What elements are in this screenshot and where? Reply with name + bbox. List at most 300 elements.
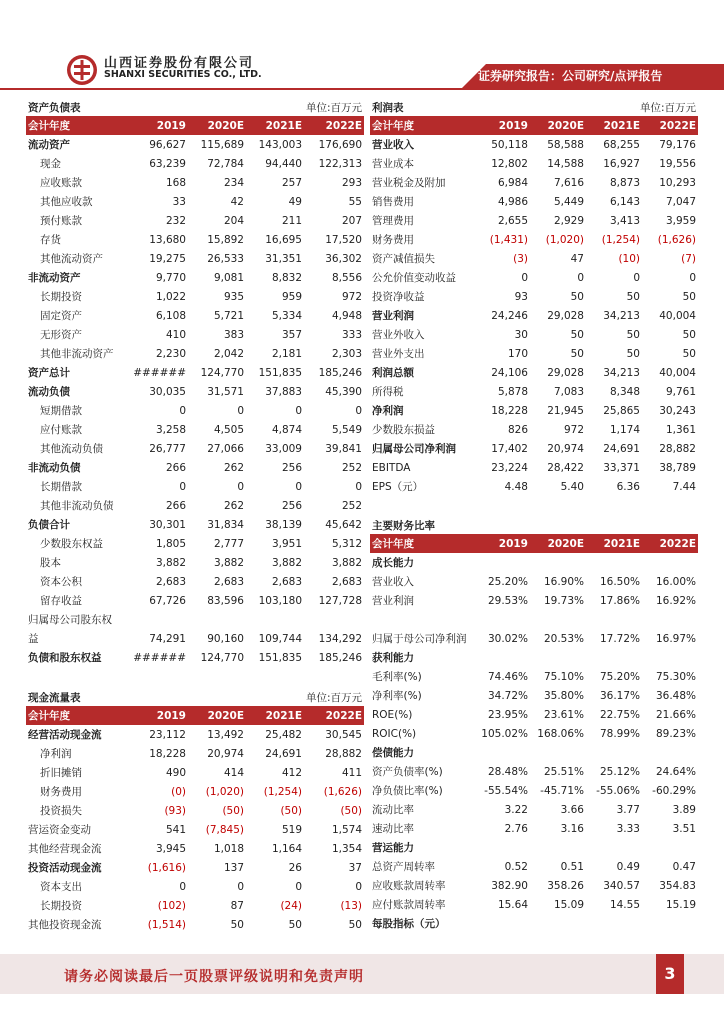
table-cell: 151,835 bbox=[258, 651, 302, 664]
table-cell: 2,683 bbox=[213, 575, 244, 588]
table-cell: 4,505 bbox=[213, 423, 244, 436]
table-cell: 7,047 bbox=[665, 195, 696, 208]
table-row bbox=[26, 439, 364, 458]
row-label: 归属母公司股东权 bbox=[28, 614, 112, 626]
cash-flow-table bbox=[26, 706, 364, 934]
table-cell: 9,081 bbox=[213, 271, 244, 284]
table-cell: 50 bbox=[230, 918, 244, 931]
table-cell: 89.23% bbox=[655, 727, 696, 740]
table-row bbox=[26, 629, 364, 648]
section-row bbox=[370, 553, 698, 572]
table-cell bbox=[586, 610, 642, 629]
table-cell: 124,770 bbox=[200, 651, 244, 664]
table-cell: (1,616) bbox=[147, 861, 186, 874]
table-cell: 50 bbox=[626, 347, 640, 360]
table-cell: 26,777 bbox=[149, 442, 186, 455]
row-label: 负债和股东权益 bbox=[28, 652, 102, 664]
table-cell: 204 bbox=[223, 214, 244, 227]
table-cell: 25.20% bbox=[487, 575, 528, 588]
table-row bbox=[370, 249, 698, 268]
cash-flow-caption bbox=[28, 690, 362, 705]
table-cell: 15.19 bbox=[665, 898, 696, 911]
column-header: 2021E bbox=[586, 534, 642, 553]
table-cell: 50 bbox=[682, 328, 696, 341]
table-cell: (50) bbox=[340, 804, 362, 817]
table-row bbox=[370, 705, 698, 724]
row-label: EBITDA bbox=[372, 461, 411, 474]
table-cell: 1,354 bbox=[331, 842, 362, 855]
table-cell: 1,164 bbox=[271, 842, 302, 855]
table-cell: (1,514) bbox=[147, 918, 186, 931]
table-row bbox=[26, 820, 364, 839]
row-label: 非流动负债 bbox=[28, 462, 81, 474]
row-label: 其他投资现金流 bbox=[28, 919, 102, 931]
table-cell: (13) bbox=[340, 899, 362, 912]
table-cell: 28,422 bbox=[547, 461, 584, 474]
table-cell: 0 bbox=[355, 404, 362, 417]
column-header: 2022E bbox=[304, 116, 364, 135]
table-header-row bbox=[370, 534, 698, 553]
balance-sheet-table bbox=[26, 116, 364, 667]
income-statement-title: 利润表 bbox=[372, 102, 404, 114]
column-header: 2020E bbox=[530, 534, 586, 553]
table-cell: 293 bbox=[341, 176, 362, 189]
table-cell: 357 bbox=[281, 328, 302, 341]
table-cell: 0 bbox=[633, 271, 640, 284]
income-statement-table bbox=[370, 116, 698, 496]
table-cell bbox=[476, 610, 530, 629]
table-cell: 1,022 bbox=[155, 290, 186, 303]
balance-sheet-title: 资产负债表 bbox=[28, 102, 81, 114]
table-row bbox=[26, 648, 364, 667]
table-row bbox=[26, 782, 364, 801]
table-cell: 103,180 bbox=[258, 594, 302, 607]
table-cell: 826 bbox=[507, 423, 528, 436]
table-cell: 15.09 bbox=[553, 898, 584, 911]
table-cell: 87 bbox=[230, 899, 244, 912]
company-name-cn: 山西证券股份有限公司 bbox=[104, 56, 255, 71]
table-row bbox=[370, 230, 698, 249]
table-row bbox=[26, 839, 364, 858]
table-row bbox=[370, 610, 698, 629]
table-cell: 414 bbox=[223, 766, 244, 779]
row-label: 资产减值损失 bbox=[372, 253, 435, 265]
table-cell: (1,254) bbox=[263, 785, 302, 798]
company-name-en: SHANXI SECURITIES CO., LTD. bbox=[104, 69, 262, 80]
row-label: 负债合计 bbox=[28, 519, 70, 531]
table-cell: 176,690 bbox=[318, 138, 362, 151]
column-header: 2019 bbox=[130, 116, 188, 135]
table-cell bbox=[476, 553, 530, 572]
table-cell bbox=[530, 914, 586, 933]
table-cell: 168 bbox=[165, 176, 186, 189]
row-label: 其他非流动负债 bbox=[40, 500, 114, 512]
row-label: 营业收入 bbox=[372, 139, 414, 151]
table-cell: 2,181 bbox=[271, 347, 302, 360]
table-cell: 24,691 bbox=[265, 747, 302, 760]
table-cell: 24.64% bbox=[655, 765, 696, 778]
table-cell: 13,492 bbox=[207, 728, 244, 741]
row-label: 净利润 bbox=[372, 405, 404, 417]
table-cell: 972 bbox=[563, 423, 584, 436]
table-cell: (3) bbox=[513, 252, 528, 265]
table-cell bbox=[476, 743, 530, 762]
column-header: 2021E bbox=[246, 706, 304, 725]
table-cell: 170 bbox=[507, 347, 528, 360]
table-row bbox=[26, 515, 364, 534]
table-row bbox=[26, 477, 364, 496]
table-cell: 262 bbox=[223, 461, 244, 474]
table-cell: 333 bbox=[341, 328, 362, 341]
table-cell: 6,143 bbox=[609, 195, 640, 208]
table-cell: 72,784 bbox=[207, 157, 244, 170]
table-cell: 16.97% bbox=[655, 632, 696, 645]
row-label: 应收账款 bbox=[40, 177, 82, 189]
row-label: 其他流动资产 bbox=[40, 253, 103, 265]
table-row bbox=[26, 154, 364, 173]
table-cell: 490 bbox=[165, 766, 186, 779]
table-cell bbox=[642, 648, 698, 667]
table-cell: 0 bbox=[179, 880, 186, 893]
table-cell: 45,642 bbox=[325, 518, 362, 531]
table-cell: (7) bbox=[681, 252, 696, 265]
table-cell: 3,258 bbox=[155, 423, 186, 436]
table-cell: 75.10% bbox=[543, 670, 584, 683]
section-row bbox=[370, 838, 698, 857]
table-cell: 8,873 bbox=[609, 176, 640, 189]
row-label: 非流动资产 bbox=[28, 272, 81, 284]
table-cell: 5,721 bbox=[213, 309, 244, 322]
row-label: 所得税 bbox=[372, 386, 404, 398]
table-cell: 16,927 bbox=[603, 157, 640, 170]
table-cell: 30,035 bbox=[149, 385, 186, 398]
table-row bbox=[26, 249, 364, 268]
table-cell bbox=[586, 743, 642, 762]
row-label: 营运资金变动 bbox=[28, 824, 91, 836]
table-cell: 50 bbox=[288, 918, 302, 931]
row-label: 偿债能力 bbox=[372, 747, 414, 759]
column-header: 2021E bbox=[246, 116, 304, 135]
row-label: 净利率(%) bbox=[372, 690, 422, 702]
table-row bbox=[370, 762, 698, 781]
row-label: 股本 bbox=[40, 557, 61, 569]
table-cell bbox=[188, 610, 246, 629]
row-label: 现金 bbox=[40, 158, 61, 170]
table-cell: 207 bbox=[341, 214, 362, 227]
row-label: 资产总计 bbox=[28, 367, 70, 379]
table-row bbox=[370, 781, 698, 800]
table-row bbox=[26, 915, 364, 934]
table-cell: 38,139 bbox=[265, 518, 302, 531]
table-cell: ###### bbox=[133, 366, 186, 379]
row-label: 少数股东权益 bbox=[40, 538, 103, 550]
table-cell: 50 bbox=[682, 290, 696, 303]
table-cell: 185,246 bbox=[318, 366, 362, 379]
table-cell: 4,948 bbox=[331, 309, 362, 322]
table-cell bbox=[476, 914, 530, 933]
table-cell: 50 bbox=[570, 347, 584, 360]
table-cell: 17,402 bbox=[491, 442, 528, 455]
table-cell: 24,106 bbox=[491, 366, 528, 379]
table-cell: 3,882 bbox=[155, 556, 186, 569]
table-row bbox=[370, 173, 698, 192]
row-label: 财务费用 bbox=[40, 786, 82, 798]
column-header: 2022E bbox=[642, 534, 698, 553]
table-cell: 262 bbox=[223, 499, 244, 512]
table-cell: 358.26 bbox=[547, 879, 584, 892]
table-row bbox=[370, 306, 698, 325]
ratios-caption bbox=[372, 518, 696, 533]
table-row bbox=[370, 382, 698, 401]
row-label bbox=[370, 610, 476, 629]
table-cell: 3,882 bbox=[213, 556, 244, 569]
row-label: 长期投资 bbox=[40, 900, 82, 912]
table-cell: 14.55 bbox=[609, 898, 640, 911]
table-cell: 50 bbox=[570, 290, 584, 303]
table-cell: 0 bbox=[295, 880, 302, 893]
table-cell: 0 bbox=[355, 480, 362, 493]
table-cell: (1,254) bbox=[601, 233, 640, 246]
table-cell: 1,174 bbox=[609, 423, 640, 436]
section-row bbox=[370, 648, 698, 667]
table-cell: 137 bbox=[223, 861, 244, 874]
table-cell: 127,728 bbox=[318, 594, 362, 607]
column-header: 2019 bbox=[476, 534, 530, 553]
table-row bbox=[26, 306, 364, 325]
table-cell: 17.86% bbox=[599, 594, 640, 607]
table-cell: 232 bbox=[165, 214, 186, 227]
table-cell: 109,744 bbox=[258, 632, 302, 645]
row-label: 速动比率 bbox=[372, 823, 414, 835]
table-cell: 20,974 bbox=[207, 747, 244, 760]
table-cell: 2,929 bbox=[553, 214, 584, 227]
table-cell: 26 bbox=[288, 861, 302, 874]
table-cell: 383 bbox=[223, 328, 244, 341]
row-label: 留存收益 bbox=[40, 595, 82, 607]
table-cell: 47 bbox=[570, 252, 584, 265]
header-divider bbox=[0, 88, 724, 90]
table-cell: 31,351 bbox=[265, 252, 302, 265]
column-header: 会计年度 bbox=[26, 706, 130, 725]
table-row bbox=[370, 439, 698, 458]
table-cell: 42 bbox=[230, 195, 244, 208]
row-label: 其他应收款 bbox=[40, 196, 93, 208]
section-row bbox=[370, 743, 698, 762]
table-cell: 2,303 bbox=[331, 347, 362, 360]
table-cell: ###### bbox=[133, 651, 186, 664]
table-cell: 68,255 bbox=[603, 138, 640, 151]
table-cell: 21,945 bbox=[547, 404, 584, 417]
table-cell: 6,984 bbox=[497, 176, 528, 189]
ratios-title: 主要财务比率 bbox=[372, 520, 435, 532]
row-label: 营业外收入 bbox=[372, 329, 425, 341]
table-cell: 50 bbox=[626, 328, 640, 341]
table-row bbox=[370, 477, 698, 496]
row-label: 少数股东损益 bbox=[372, 424, 435, 436]
table-cell: 25,482 bbox=[265, 728, 302, 741]
table-cell: 8,832 bbox=[271, 271, 302, 284]
table-cell: 3.16 bbox=[560, 822, 584, 835]
table-cell: 25,865 bbox=[603, 404, 640, 417]
table-cell bbox=[476, 838, 530, 857]
table-cell: 79,176 bbox=[659, 138, 696, 151]
row-label: 营业利润 bbox=[372, 595, 414, 607]
row-label: 长期借款 bbox=[40, 481, 82, 493]
table-row bbox=[26, 725, 364, 744]
table-row bbox=[26, 173, 364, 192]
row-label: 毛利率(%) bbox=[372, 671, 422, 683]
row-label: 净负债比率(%) bbox=[372, 785, 443, 797]
table-cell: 90,160 bbox=[207, 632, 244, 645]
table-cell: 24,691 bbox=[603, 442, 640, 455]
table-cell: 27,066 bbox=[207, 442, 244, 455]
table-row bbox=[370, 686, 698, 705]
row-label: 营业成本 bbox=[372, 158, 414, 170]
table-cell: 4,874 bbox=[271, 423, 302, 436]
table-cell: 16.00% bbox=[655, 575, 696, 588]
row-label: 流动比率 bbox=[372, 804, 414, 816]
page-number: 3 bbox=[656, 954, 684, 994]
table-cell: 15.64 bbox=[497, 898, 528, 911]
table-cell: 122,313 bbox=[318, 157, 362, 170]
table-cell: 2.76 bbox=[504, 822, 528, 835]
column-header: 2020E bbox=[530, 116, 586, 135]
table-cell bbox=[530, 610, 586, 629]
row-label: 流动负债 bbox=[28, 386, 70, 398]
table-cell: 257 bbox=[281, 176, 302, 189]
table-cell: 8,556 bbox=[331, 271, 362, 284]
table-cell: 28,882 bbox=[659, 442, 696, 455]
table-row bbox=[370, 591, 698, 610]
table-cell: 3.51 bbox=[672, 822, 696, 835]
table-cell: 19,556 bbox=[659, 157, 696, 170]
table-cell: 34,213 bbox=[603, 309, 640, 322]
table-cell: 3,951 bbox=[271, 537, 302, 550]
table-cell: 2,683 bbox=[155, 575, 186, 588]
table-cell: 67,726 bbox=[149, 594, 186, 607]
table-cell: 18,228 bbox=[149, 747, 186, 760]
table-cell: 3.77 bbox=[616, 803, 640, 816]
row-label: 资产负债率(%) bbox=[372, 766, 443, 778]
row-label: ROE(%) bbox=[372, 708, 413, 721]
table-cell: 168.06% bbox=[537, 727, 584, 740]
table-row bbox=[26, 896, 364, 915]
table-cell: 0 bbox=[237, 404, 244, 417]
column-header: 2022E bbox=[642, 116, 698, 135]
table-row bbox=[26, 877, 364, 896]
table-cell bbox=[586, 553, 642, 572]
table-cell: 33 bbox=[172, 195, 186, 208]
table-cell: -55.54% bbox=[484, 784, 528, 797]
table-cell: 16.90% bbox=[543, 575, 584, 588]
table-cell: (1,626) bbox=[323, 785, 362, 798]
row-label: 归属母公司净利润 bbox=[372, 443, 456, 455]
row-label: 无形资产 bbox=[40, 329, 82, 341]
table-cell: 16.50% bbox=[599, 575, 640, 588]
table-cell: 34.72% bbox=[487, 689, 528, 702]
table-cell: 26,533 bbox=[207, 252, 244, 265]
table-cell: 18,228 bbox=[491, 404, 528, 417]
table-cell bbox=[530, 648, 586, 667]
table-cell bbox=[476, 648, 530, 667]
row-label: 预付账款 bbox=[40, 215, 82, 227]
table-cell: 124,770 bbox=[200, 366, 244, 379]
table-cell: 3,882 bbox=[271, 556, 302, 569]
table-cell bbox=[530, 743, 586, 762]
table-cell: 21.66% bbox=[655, 708, 696, 721]
table-cell: 12,802 bbox=[491, 157, 528, 170]
table-row bbox=[26, 287, 364, 306]
table-cell: 28.48% bbox=[487, 765, 528, 778]
section-row bbox=[370, 914, 698, 933]
table-cell: 143,003 bbox=[258, 138, 302, 151]
table-cell: 0.51 bbox=[560, 860, 584, 873]
table-cell: 29,028 bbox=[547, 309, 584, 322]
financial-ratios-table bbox=[370, 534, 698, 933]
table-cell bbox=[530, 553, 586, 572]
row-label: 营业利润 bbox=[372, 310, 414, 322]
table-cell: 78.99% bbox=[599, 727, 640, 740]
table-cell: 31,571 bbox=[207, 385, 244, 398]
table-cell bbox=[586, 648, 642, 667]
table-row bbox=[370, 420, 698, 439]
column-header: 会计年度 bbox=[370, 534, 476, 553]
row-label: 应付账款 bbox=[40, 424, 82, 436]
row-label: EPS（元） bbox=[372, 481, 424, 493]
table-cell: 252 bbox=[341, 499, 362, 512]
table-cell: 20,974 bbox=[547, 442, 584, 455]
table-cell: 17.72% bbox=[599, 632, 640, 645]
table-row bbox=[26, 230, 364, 249]
table-cell: 33,009 bbox=[265, 442, 302, 455]
table-row bbox=[26, 591, 364, 610]
table-cell: 37 bbox=[348, 861, 362, 874]
table-cell bbox=[586, 838, 642, 857]
table-cell bbox=[586, 914, 642, 933]
table-cell: 2,777 bbox=[213, 537, 244, 550]
table-cell: 25.51% bbox=[543, 765, 584, 778]
table-row bbox=[26, 420, 364, 439]
column-header: 2021E bbox=[586, 116, 642, 135]
row-label: 利润总额 bbox=[372, 367, 414, 379]
table-cell bbox=[130, 610, 188, 629]
table-cell: 0 bbox=[237, 880, 244, 893]
table-cell: 50,118 bbox=[491, 138, 528, 151]
table-cell: 1,018 bbox=[213, 842, 244, 855]
row-label: 资本公积 bbox=[40, 576, 82, 588]
table-cell: 115,689 bbox=[200, 138, 244, 151]
table-cell: (0) bbox=[171, 785, 186, 798]
row-label: 长期投资 bbox=[40, 291, 82, 303]
table-row bbox=[26, 763, 364, 782]
table-cell: -55.06% bbox=[596, 784, 640, 797]
table-cell: 31,834 bbox=[207, 518, 244, 531]
row-label: 经营活动现金流 bbox=[28, 729, 102, 741]
table-cell: 5,449 bbox=[553, 195, 584, 208]
table-cell: (1,020) bbox=[545, 233, 584, 246]
row-label: 流动资产 bbox=[28, 139, 70, 151]
table-cell: 2,683 bbox=[271, 575, 302, 588]
table-cell: 13,680 bbox=[149, 233, 186, 246]
table-cell: (93) bbox=[164, 804, 186, 817]
table-cell: 75.30% bbox=[655, 670, 696, 683]
table-cell: 94,440 bbox=[265, 157, 302, 170]
table-cell: 74,291 bbox=[149, 632, 186, 645]
row-label: 获利能力 bbox=[372, 652, 414, 664]
table-row bbox=[370, 458, 698, 477]
table-cell: 340.57 bbox=[603, 879, 640, 892]
table-cell: 14,588 bbox=[547, 157, 584, 170]
